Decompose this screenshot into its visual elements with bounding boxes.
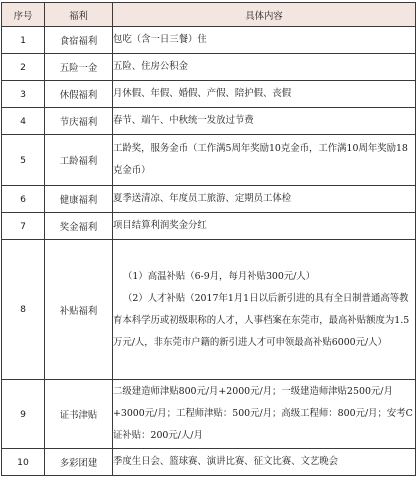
table-row [2,449,416,476]
row-name: 食宿福利 [45,27,113,54]
row-no: 2 [2,54,45,81]
row-name: 证书津贴 [45,380,113,449]
row-content-text: （2）人才补贴（2017年1月1日以后新引进的具有全日制普通高等教育本科学历或初级职称的人才，人事档案在东莞市，最高补贴额度为1.5万元/人，非东莞市户籍的新引进人才可申领最高补贴6000元/人） [113,292,410,348]
row-no: 4 [2,108,45,135]
row-content-text: 项目结算利润奖金分红 [113,220,207,231]
row-content [113,213,416,240]
row-no: 7 [2,213,45,240]
row-content-text: 季度生日会、篮球赛、演讲比赛、征文比赛、文艺晚会 [113,456,339,467]
row-content [113,186,416,213]
row-content-text: 包吃（含一日三餐）住 [113,34,207,45]
row-name: 工龄福利 [45,135,113,186]
row-name: 休假福利 [45,81,113,108]
header-name: 福利 [45,3,113,27]
row-no: 8 [2,240,45,380]
row-name: 奖金福利 [45,213,113,240]
row-no: 3 [2,81,45,108]
row-content [113,27,416,54]
table-header-row [2,3,416,27]
row-content [113,54,416,81]
row-content-text: 夏季送清凉、年度员工旅游、定期员工体检 [113,193,292,204]
row-no: 10 [2,449,45,476]
row-content [113,135,416,186]
row-content-text: 二级建造师津贴800元/月+2000元/月；一级建造师津贴2500元/月+3000元/月；工程师津贴：500元/月；高级工程师：800元/月；安考C证补贴：200元/人/月 [113,386,413,441]
row-no: 5 [2,135,45,186]
table-row [2,186,416,213]
row-content [113,81,416,108]
row-no: 9 [2,380,45,449]
row-name: 多彩团建 [45,449,113,476]
row-name: 五险一金 [45,54,113,81]
row-content [113,449,416,476]
row-content-text: （1）高温补贴（6-9月，每月补贴300元/人） [123,270,316,282]
table-row [2,240,416,380]
row-no: 1 [2,27,45,54]
row-content-text: 五险、住房公积金 [113,61,189,72]
benefits-table [1,2,416,476]
table-row [2,135,416,186]
table-row [2,81,416,108]
row-content-text: 春节、端午、中秋统一发放过节费 [113,115,254,126]
header-no: 序号 [2,3,45,27]
row-content [113,380,416,449]
row-content-text: 月休假、年假、婚假、产假、陪护假、丧假 [113,88,292,99]
table-row [2,54,416,81]
row-name: 健康福利 [45,186,113,213]
table-row [2,380,416,449]
header-content: 具体内容 [113,3,416,27]
row-content [113,240,416,380]
row-name: 补贴福利 [45,240,113,380]
row-name: 节庆福利 [45,108,113,135]
row-content [113,108,416,135]
row-no: 6 [2,186,45,213]
table-row [2,213,416,240]
table-row [2,108,416,135]
table-row [2,27,416,54]
row-content-text: 工龄奖，服务金币（工作满5周年奖励10克金币，工作满10周年奖励18克金币） [113,143,408,176]
